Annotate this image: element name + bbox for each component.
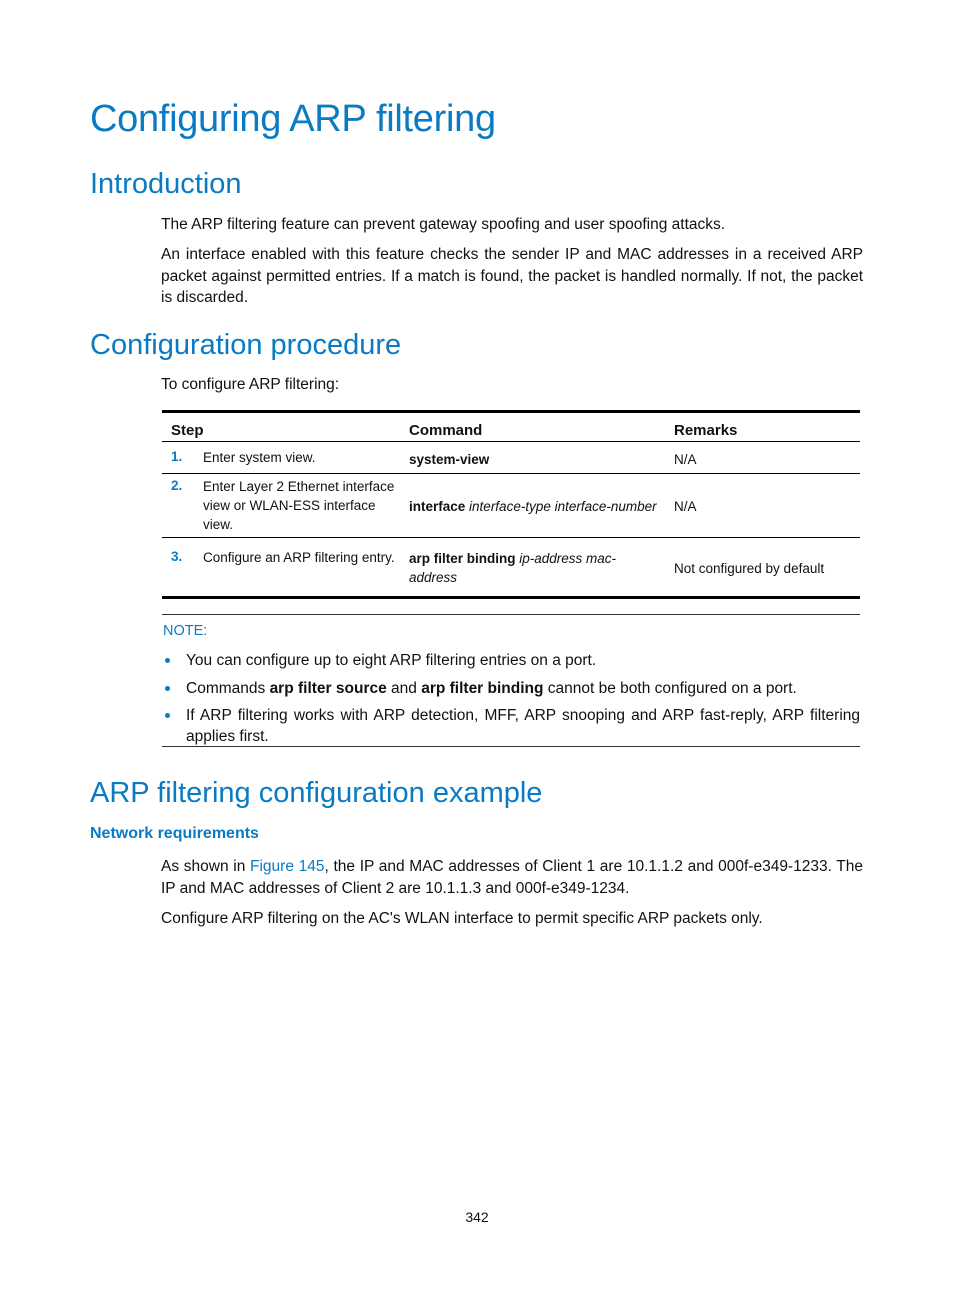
note-item-text: If ARP filtering works with ARP detection, MFF, ARP snooping and ARP fast-reply, ARP filtering applies first. <box>186 707 860 745</box>
bullet-icon <box>165 658 170 663</box>
step-number: 3. <box>171 549 183 564</box>
page-number: 342 <box>465 1209 489 1225</box>
table-bottom-rule <box>162 596 860 599</box>
header-remarks: Remarks <box>674 422 738 439</box>
bullet-icon <box>165 713 170 718</box>
step-command <box>409 450 664 469</box>
header-step: Step <box>171 422 204 439</box>
command-keyword: system-view <box>409 452 490 467</box>
command-arguments: interface-type interface-number <box>469 499 657 514</box>
introduction-heading: Introduction <box>90 168 242 200</box>
step-remarks: N/A <box>674 499 697 514</box>
table-header-row <box>162 413 860 442</box>
configuration-procedure-heading: Configuration procedure <box>90 329 402 361</box>
step-description: Configure an ARP filtering entry. <box>203 550 395 565</box>
procedure-intro: To configure ARP filtering: <box>161 376 340 393</box>
bullet-icon <box>165 686 170 691</box>
step-command <box>409 549 664 587</box>
introduction-paragraph-2: An interface enabled with this feature checks the sender IP and MAC addresses in a received ARP packet against permitted entries. If a match is found, the packet is handled normally. If not, the packet is discarded. <box>161 246 863 306</box>
note-label: NOTE: <box>163 623 208 639</box>
paragraph-fragment: As shown in <box>161 858 250 875</box>
configuration-table <box>162 410 860 599</box>
command-keyword: arp filter source <box>269 680 387 697</box>
step-command <box>409 497 664 516</box>
example-heading: ARP filtering configuration example <box>90 777 543 809</box>
command-keyword: arp filter binding <box>421 680 544 697</box>
table-row <box>162 442 860 474</box>
note-item-text: You can configure up to eight ARP filtering entries on a port. <box>186 652 597 669</box>
paragraph-fragment: , the IP and MAC addresses of Client 1 are 10.1.1.2 and 000f-e349-1233. The IP and MAC addresses of Client 2 are 10.1.1.3 and 000f-e349-1234. <box>161 858 863 897</box>
step-description: Enter system view. <box>203 450 316 465</box>
example-paragraph-2: Configure ARP filtering on the AC's WLAN interface to permit specific ARP packets only. <box>161 910 763 927</box>
table-row <box>162 474 860 538</box>
network-requirements-heading: Network requirements <box>90 825 259 842</box>
introduction-paragraph-1: The ARP filtering feature can prevent gateway spoofing and user spoofing attacks. <box>161 216 726 233</box>
step-number: 1. <box>171 449 183 464</box>
note-item-text <box>186 678 860 699</box>
note-text-fragment: and <box>386 680 422 697</box>
note-top-rule <box>162 614 860 615</box>
step-description: Enter Layer 2 Ethernet interface view or WLAN-ESS interface view. <box>203 479 395 532</box>
command-keyword: arp filter binding <box>409 551 516 566</box>
step-remarks: Not configured by default <box>674 561 825 576</box>
command-arguments: ip-address mac-address <box>409 551 617 585</box>
header-command: Command <box>409 422 483 439</box>
note-bottom-rule <box>162 746 860 747</box>
example-paragraph-1 <box>161 856 863 899</box>
table-row <box>162 538 860 596</box>
note-text-fragment: cannot be both configured on a port. <box>543 680 797 697</box>
page-title: Configuring ARP filtering <box>90 98 496 140</box>
figure-link[interactable]: Figure 145 <box>250 858 325 875</box>
command-keyword: interface <box>409 499 466 514</box>
step-number: 2. <box>171 478 183 493</box>
note-text-fragment: Commands <box>186 680 270 697</box>
step-remarks: N/A <box>674 452 697 467</box>
